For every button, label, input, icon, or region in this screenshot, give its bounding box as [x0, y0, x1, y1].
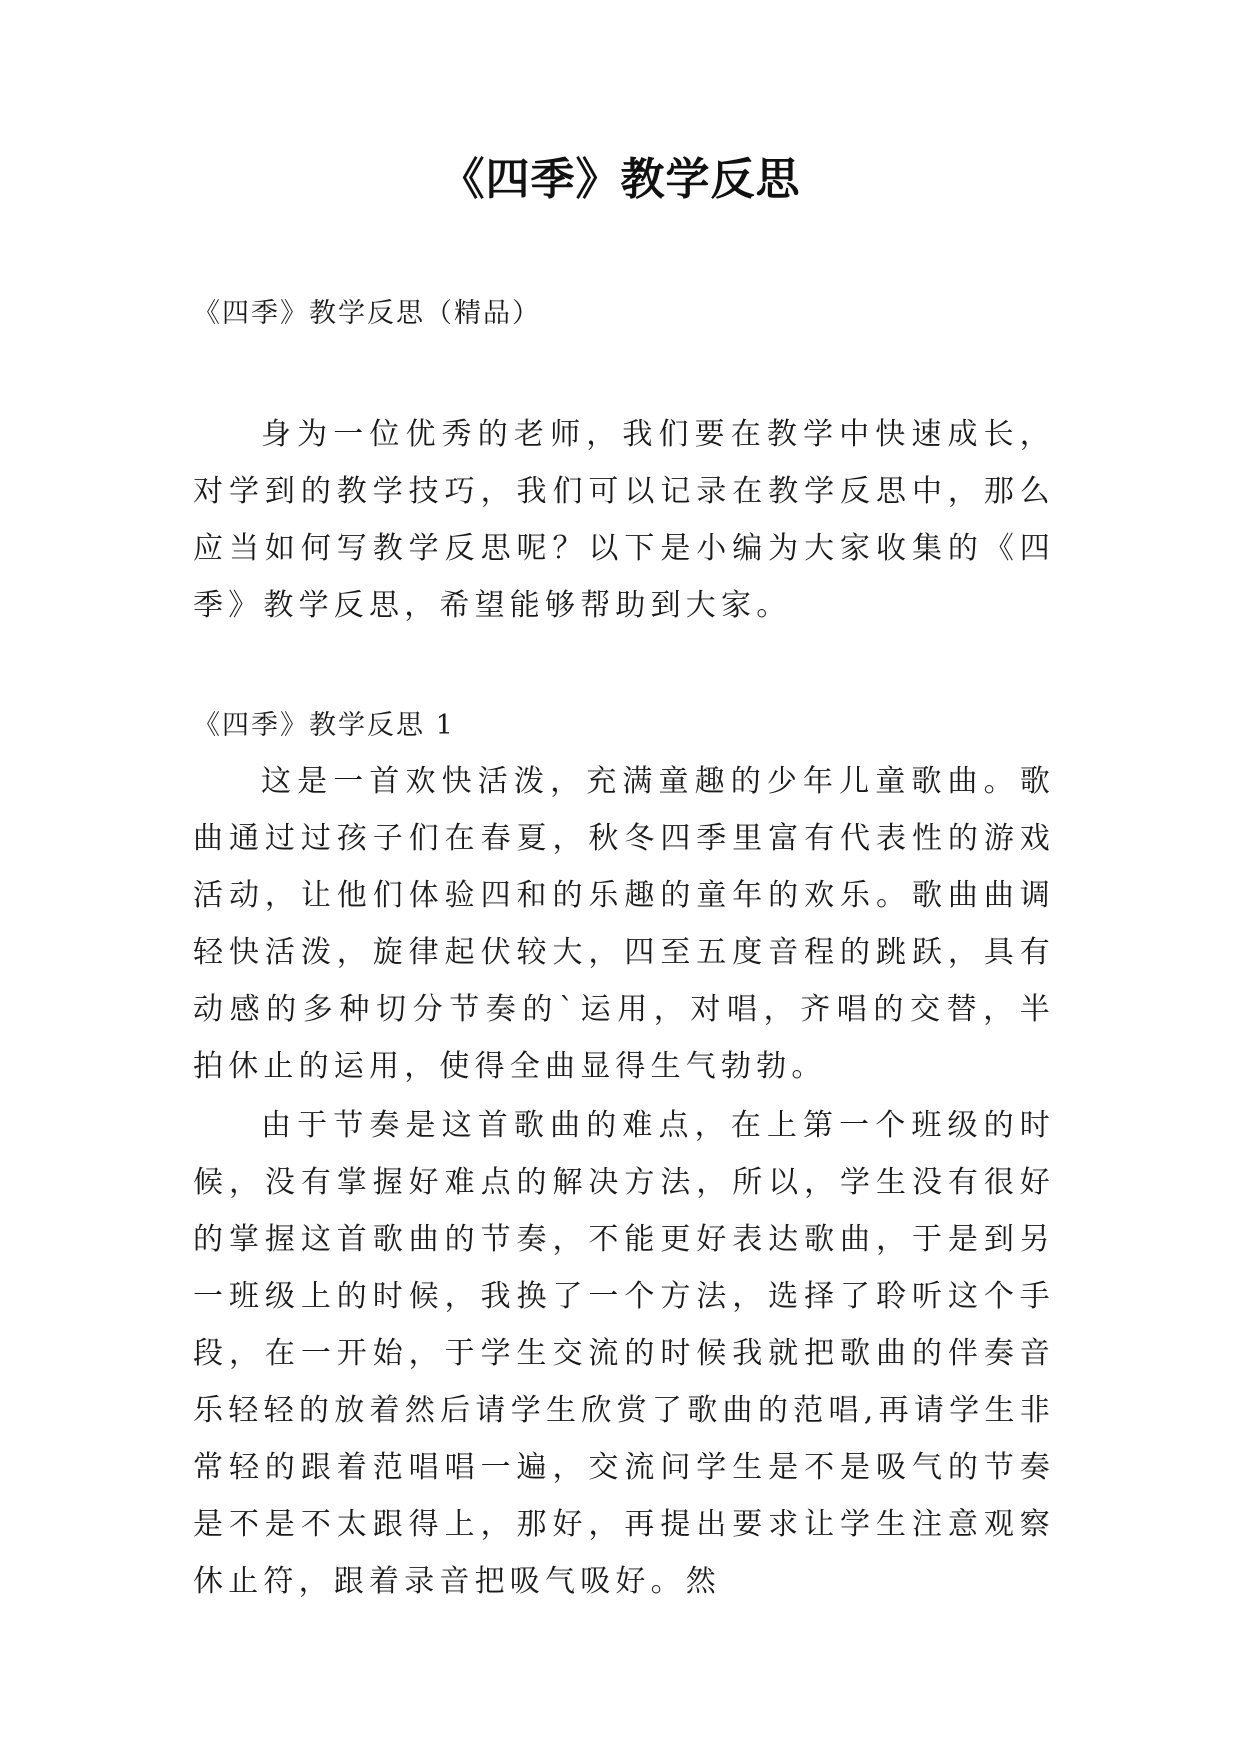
document-subtitle: 《四季》教学反思（精品） — [193, 298, 541, 329]
document-title: 《四季》教学反思 — [440, 154, 801, 205]
intro-paragraph: 身为一位优秀的老师，我们要在教学中快速成长，对学到的教学技巧，我们可以记录在教学反思中，那么应当如何写教学反思呢？以下是小编为大家收集的《四季》教学反思，希望能够帮助到大家。 — [193, 417, 1055, 623]
body-paragraph-2: 由于节奏是这首歌曲的难点，在上第一个班级的时候，没有掌握好难点的解决方法，所以，学生没有很好的掌握这首歌曲的节奏，不能更好表达歌曲，于是到另一班级上的时候，我换了一个方法，选择了聆听这个手段，在一开始，于学生交流的时候我就把歌曲的伴奏音乐轻轻的放着然后请学生欣赏了歌曲的范唱,再请学生非常轻的跟着范唱唱一遍，交流问学生是不是吸气的节奏是不是不太跟得上，那好，再提出要求让学生注意观察休止符，跟着录音把吸气吸好。然 — [193, 1108, 1055, 1599]
body-paragraph-1: 这是一首欢快活泼，充满童趣的少年儿童歌曲。歌曲通过过孩子们在春夏，秋冬四季里富有代表性的游戏活动，让他们体验四和的乐趣的童年的欢乐。歌曲曲调轻快活泼，旋律起伏较大，四至五度音程的跳跃，具有动感的多种切分节奏的`运用，对唱，齐唱的交替，半拍休止的运用，使得全曲显得生气勃勃。 — [193, 764, 1055, 1084]
section-heading: 《四季》教学反思 1 — [193, 710, 455, 741]
